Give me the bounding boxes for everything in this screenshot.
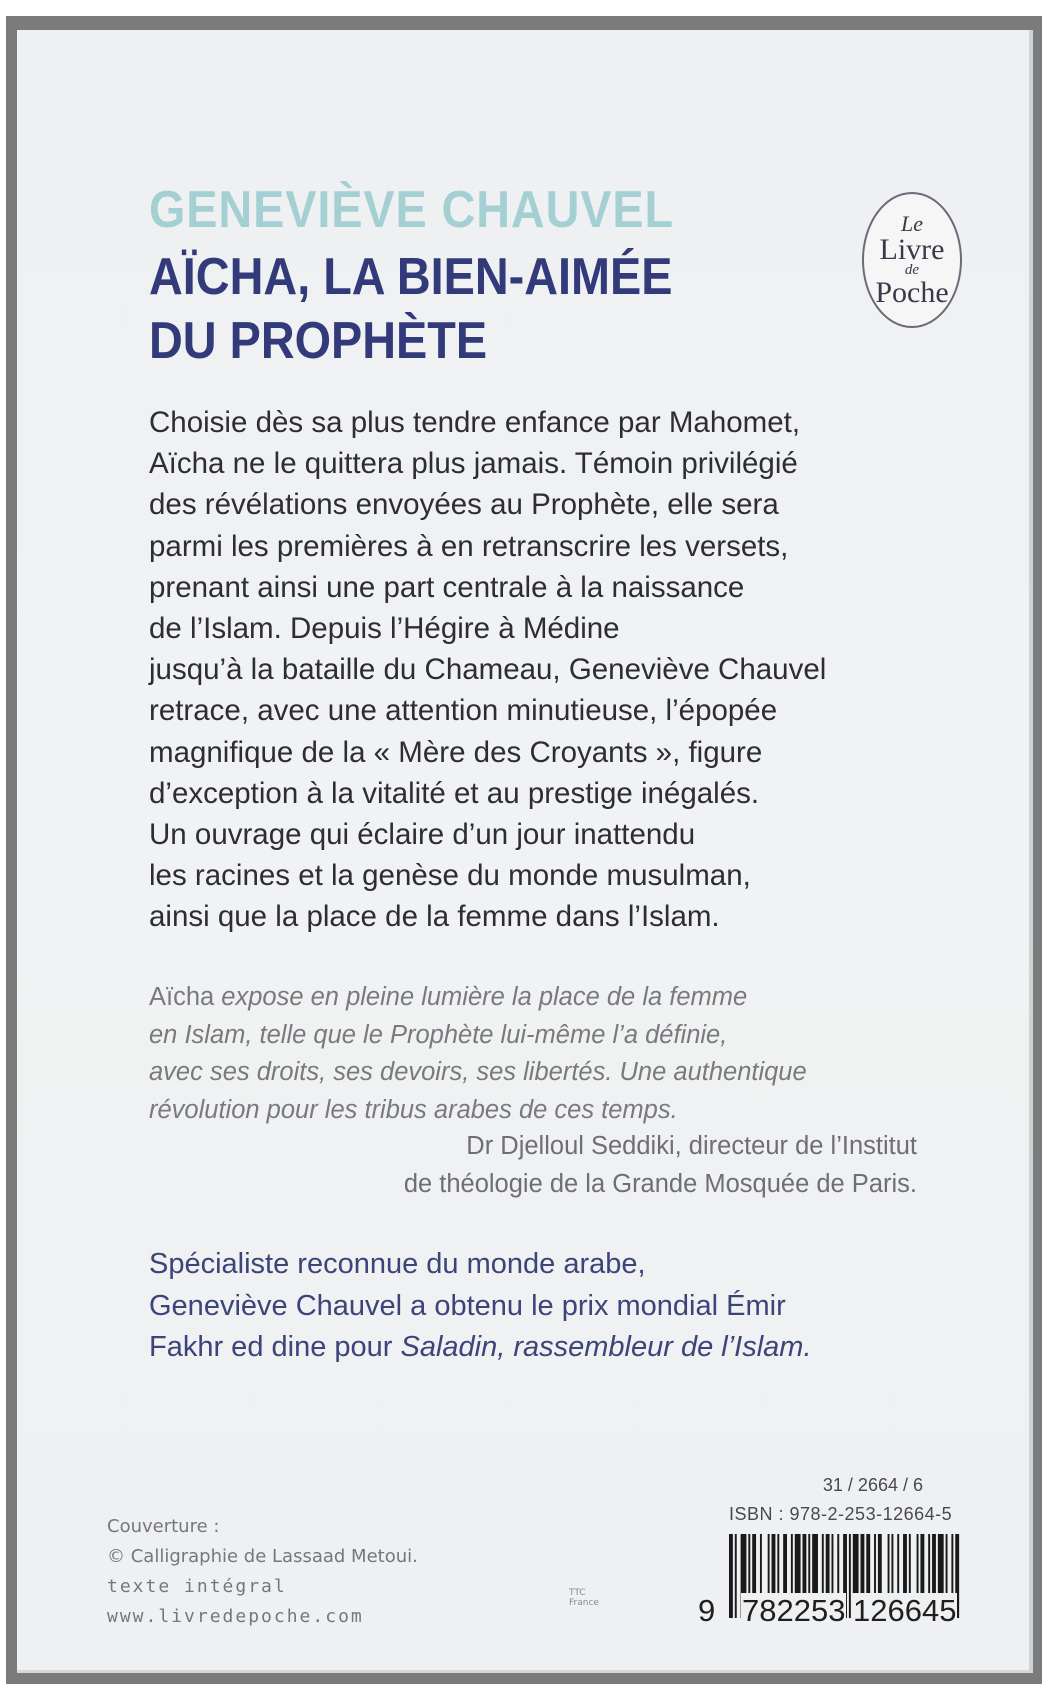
edition-note: texte intégral bbox=[107, 1576, 287, 1597]
description-line: ainsi que la place de la femme dans l’Islam. bbox=[149, 900, 720, 934]
ttc-text: France bbox=[569, 1598, 599, 1608]
book-back-cover bbox=[17, 30, 1033, 1673]
description-line: les racines et la genèse du monde musulman, bbox=[149, 859, 751, 893]
author-bio bbox=[149, 1244, 949, 1369]
description-line: d’exception à la vitalité et au prestige inégalés. bbox=[149, 776, 760, 810]
attribution-line: de théologie de la Grande Mosquée de Paris. bbox=[403, 1169, 917, 1198]
description-line: retrace, avec une attention minutieuse, l’épopée bbox=[149, 694, 778, 728]
logo-text: Le bbox=[901, 210, 923, 236]
quote-line: avec ses droits, ses devoirs, ses libertés. Une authentique bbox=[149, 1058, 807, 1086]
quote-line bbox=[149, 979, 939, 1017]
ttc-france-mark bbox=[569, 1588, 599, 1608]
quote-attribution bbox=[404, 1128, 917, 1203]
press-quote bbox=[149, 979, 939, 1129]
barcode-bar bbox=[849, 1534, 851, 1618]
logo-text: Livre bbox=[879, 232, 945, 266]
quote-line: révolution pour les tribus arabes de ces temps. bbox=[149, 1095, 678, 1124]
barcode-bar bbox=[729, 1534, 733, 1618]
title-line: AÏCHA, LA BIEN-AIMÉE bbox=[149, 248, 673, 306]
barcode-first-digit: 9 bbox=[698, 1593, 716, 1628]
author-name: GENEVIÈVE CHAUVEL bbox=[149, 181, 675, 239]
website-link: www.livredepoche.com bbox=[107, 1606, 364, 1627]
quote-line: en Islam, telle que le Prophète lui-même l’a définie, bbox=[149, 1020, 728, 1049]
description-line: magnifique de la « Mère des Croyants », figure bbox=[149, 735, 763, 769]
ttc-text: TTC bbox=[569, 1588, 586, 1598]
bio-line bbox=[149, 1327, 949, 1369]
description-line: des révélations envoyées au Prophète, elle sera bbox=[149, 488, 779, 522]
description-line: parmi les premières à en retranscrire les versets, bbox=[149, 529, 789, 563]
publisher-logo bbox=[862, 192, 962, 328]
cover-credit: © Calligraphie de Lassaad Metoui. bbox=[107, 1546, 418, 1567]
bio-book-title: Saladin, rassembleur de l’Islam. bbox=[400, 1331, 812, 1363]
description-line: jusqu’à la bataille du Chameau, Geneviève Chauvel bbox=[149, 653, 827, 687]
logo-text: de bbox=[904, 261, 920, 278]
quote-text: expose en pleine lumière la place de la femme bbox=[214, 983, 748, 1011]
quote-book-title: Aïcha bbox=[149, 983, 215, 1011]
description-line: Un ouvrage qui éclaire d’un jour inattendu bbox=[149, 818, 696, 852]
bio-line: Spécialiste reconnue du monde arabe, bbox=[149, 1248, 646, 1280]
barcode-left-group: 782253 bbox=[742, 1593, 846, 1628]
description-line: de l’Islam. Depuis l’Hégire à Médine bbox=[149, 612, 620, 646]
catalog-code: 31 / 2664 / 6 bbox=[822, 1475, 923, 1495]
bio-text: Fakhr ed dine pour bbox=[149, 1331, 401, 1363]
attribution-line: Dr Djelloul Seddiki, directeur de l’Institut bbox=[466, 1132, 917, 1160]
description-line: Choisie dès sa plus tendre enfance par Mahomet, bbox=[149, 406, 801, 439]
book-title bbox=[149, 245, 672, 373]
cover-label: Couverture : bbox=[107, 1516, 220, 1537]
barcode-bar bbox=[735, 1534, 737, 1618]
description-line: Aïcha ne le quittera plus jamais. Témoin privilégié bbox=[149, 447, 798, 481]
description-line: prenant ainsi une part centrale à la naissance bbox=[149, 570, 745, 604]
logo-text: Poche bbox=[875, 275, 949, 309]
book-description bbox=[149, 402, 939, 938]
barcode-right-group: 126645 bbox=[853, 1593, 957, 1628]
isbn-number: ISBN : 978-2-253-12664-5 bbox=[729, 1504, 953, 1524]
cover-credits bbox=[107, 1512, 418, 1632]
title-line: DU PROPHÈTE bbox=[149, 312, 488, 370]
page-frame bbox=[6, 16, 1042, 1684]
bio-line: Geneviève Chauvel a obtenu le prix mondial Émir bbox=[149, 1289, 786, 1322]
